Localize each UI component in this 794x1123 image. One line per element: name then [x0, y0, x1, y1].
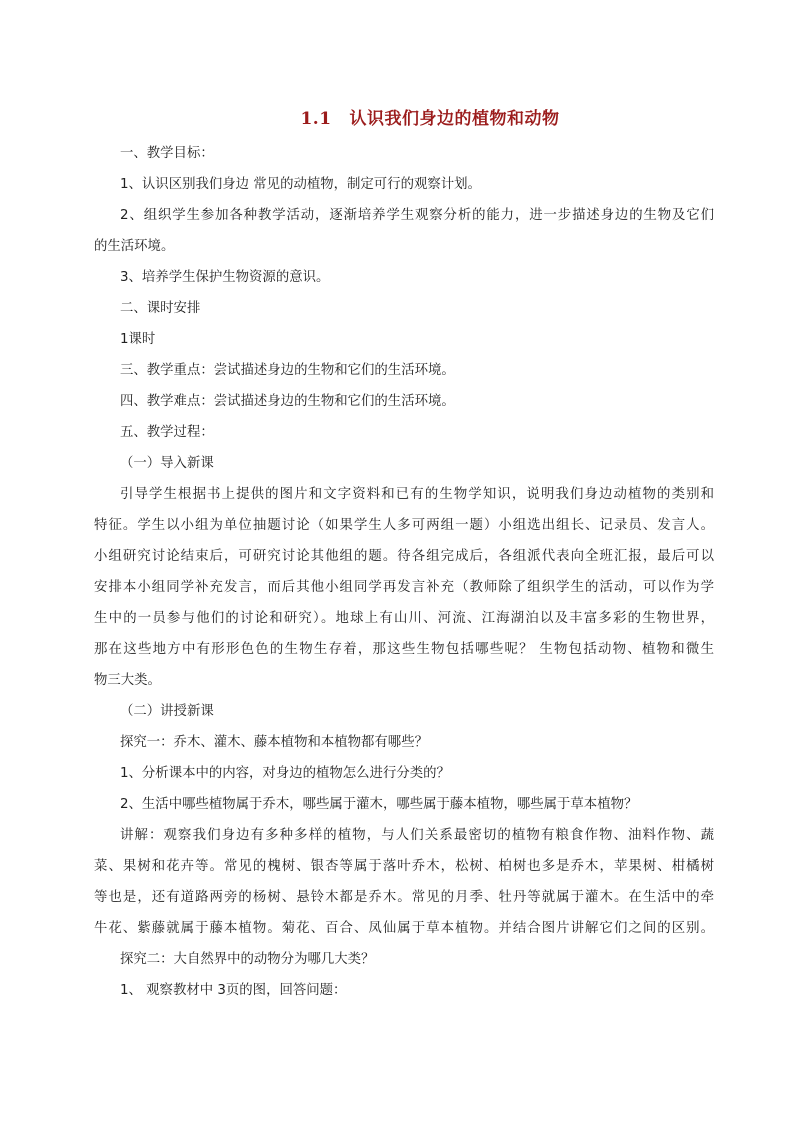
intro-paragraph-line: 特征。学生以小组为单位抽题讨论（如果学生人多可两组一题）小组选出组长、记录员、发言人。 — [94, 518, 714, 533]
schedule-value: 1课时 — [120, 332, 156, 347]
objective-2-cont: 的生活环境。 — [94, 239, 175, 254]
objective-1: 1、认识区别我们身边 常见的动植物，制定可行的观察计划。 — [120, 177, 481, 192]
inquiry-1-question-2: 2、生活中哪些植物属于乔木，哪些属于灌木，哪些属于藤本植物，哪些属于草本植物？ — [120, 797, 638, 812]
explanation-line: 菜、果树和花卉等。常见的槐树、银杏等属于落叶乔木，松树、柏树也多是乔木，苹果树、柑橘树 — [94, 859, 714, 874]
inquiry-1-heading: 探究一：乔木、灌木、藤本植物和本植物都有哪些？ — [120, 735, 428, 750]
subsection-intro: （一）导入新课 — [120, 456, 214, 471]
explanation-line: 等也是，还有道路两旁的杨树、悬铃木都是乔木。常见的月季、牡丹等就属于灌木。在生活中的牵 — [94, 890, 714, 905]
key-point: 三、教学重点：尝试描述身边的生物和它们的生活环境。 — [120, 363, 455, 378]
objective-2: 2、组织学生参加各种教学活动，逐渐培养学生观察分析的能力，进一步描述身边的生物及它们 — [120, 208, 714, 223]
intro-paragraph-line: 生中的一员参与他们的讨论和研究）。地球上有山川、河流、江海湖泊以及丰富多彩的生物世界， — [94, 611, 714, 626]
subsection-new-lesson: （二）讲授新课 — [120, 704, 214, 719]
inquiry-2-question-1: 1、 观察教材中 3页的图，回答问题： — [120, 983, 347, 998]
intro-paragraph-line: 那在这些地方中有形形色色的生物生存着，那这些生物包括哪些呢？ 生物包括动物、植物和微生 — [94, 642, 714, 657]
difficult-point: 四、教学难点：尝试描述身边的生物和它们的生活环境。 — [120, 394, 455, 409]
intro-paragraph-line: 小组研究讨论结束后，可研究讨论其他组的题。待各组完成后，各组派代表向全班汇报，最后可以 — [94, 549, 714, 564]
document-title — [0, 104, 794, 129]
inquiry-1-question-1: 1、分析课本中的内容，对身边的植物怎么进行分类的？ — [120, 766, 450, 781]
inquiry-2-heading: 探究二：大自然界中的动物分为哪几大类？ — [120, 952, 375, 967]
explanation-line: 讲解：观察我们身边有多种多样的植物，与人们关系最密切的植物有粮食作物、油料作物、蔬 — [120, 828, 714, 843]
intro-paragraph-line: 安排本小组同学补充发言，而后其他小组同学再发言补充（教师除了组织学生的活动，可以作为学 — [94, 580, 714, 595]
intro-paragraph-line: 物三大类。 — [94, 673, 161, 688]
title-number: 1.1 — [300, 109, 332, 129]
section-heading-process: 五、教学过程： — [120, 425, 214, 440]
intro-paragraph-line: 引导学生根据书上提供的图片和文字资料和已有的生物学知识，说明我们身边动植物的类别和 — [120, 487, 714, 502]
explanation-line: 牛花、紫藤就属于藤本植物。菊花、百合、凤仙属于草本植物。并结合图片讲解它们之间的区别。 — [94, 921, 714, 936]
section-heading-objectives: 一、教学目标： — [120, 146, 214, 161]
objective-3: 3、培养学生保护生物资源的意识。 — [120, 270, 330, 285]
section-heading-schedule: 二、课时安排 — [120, 301, 201, 316]
title-text: 认识我们身边的植物和动物 — [349, 109, 560, 129]
